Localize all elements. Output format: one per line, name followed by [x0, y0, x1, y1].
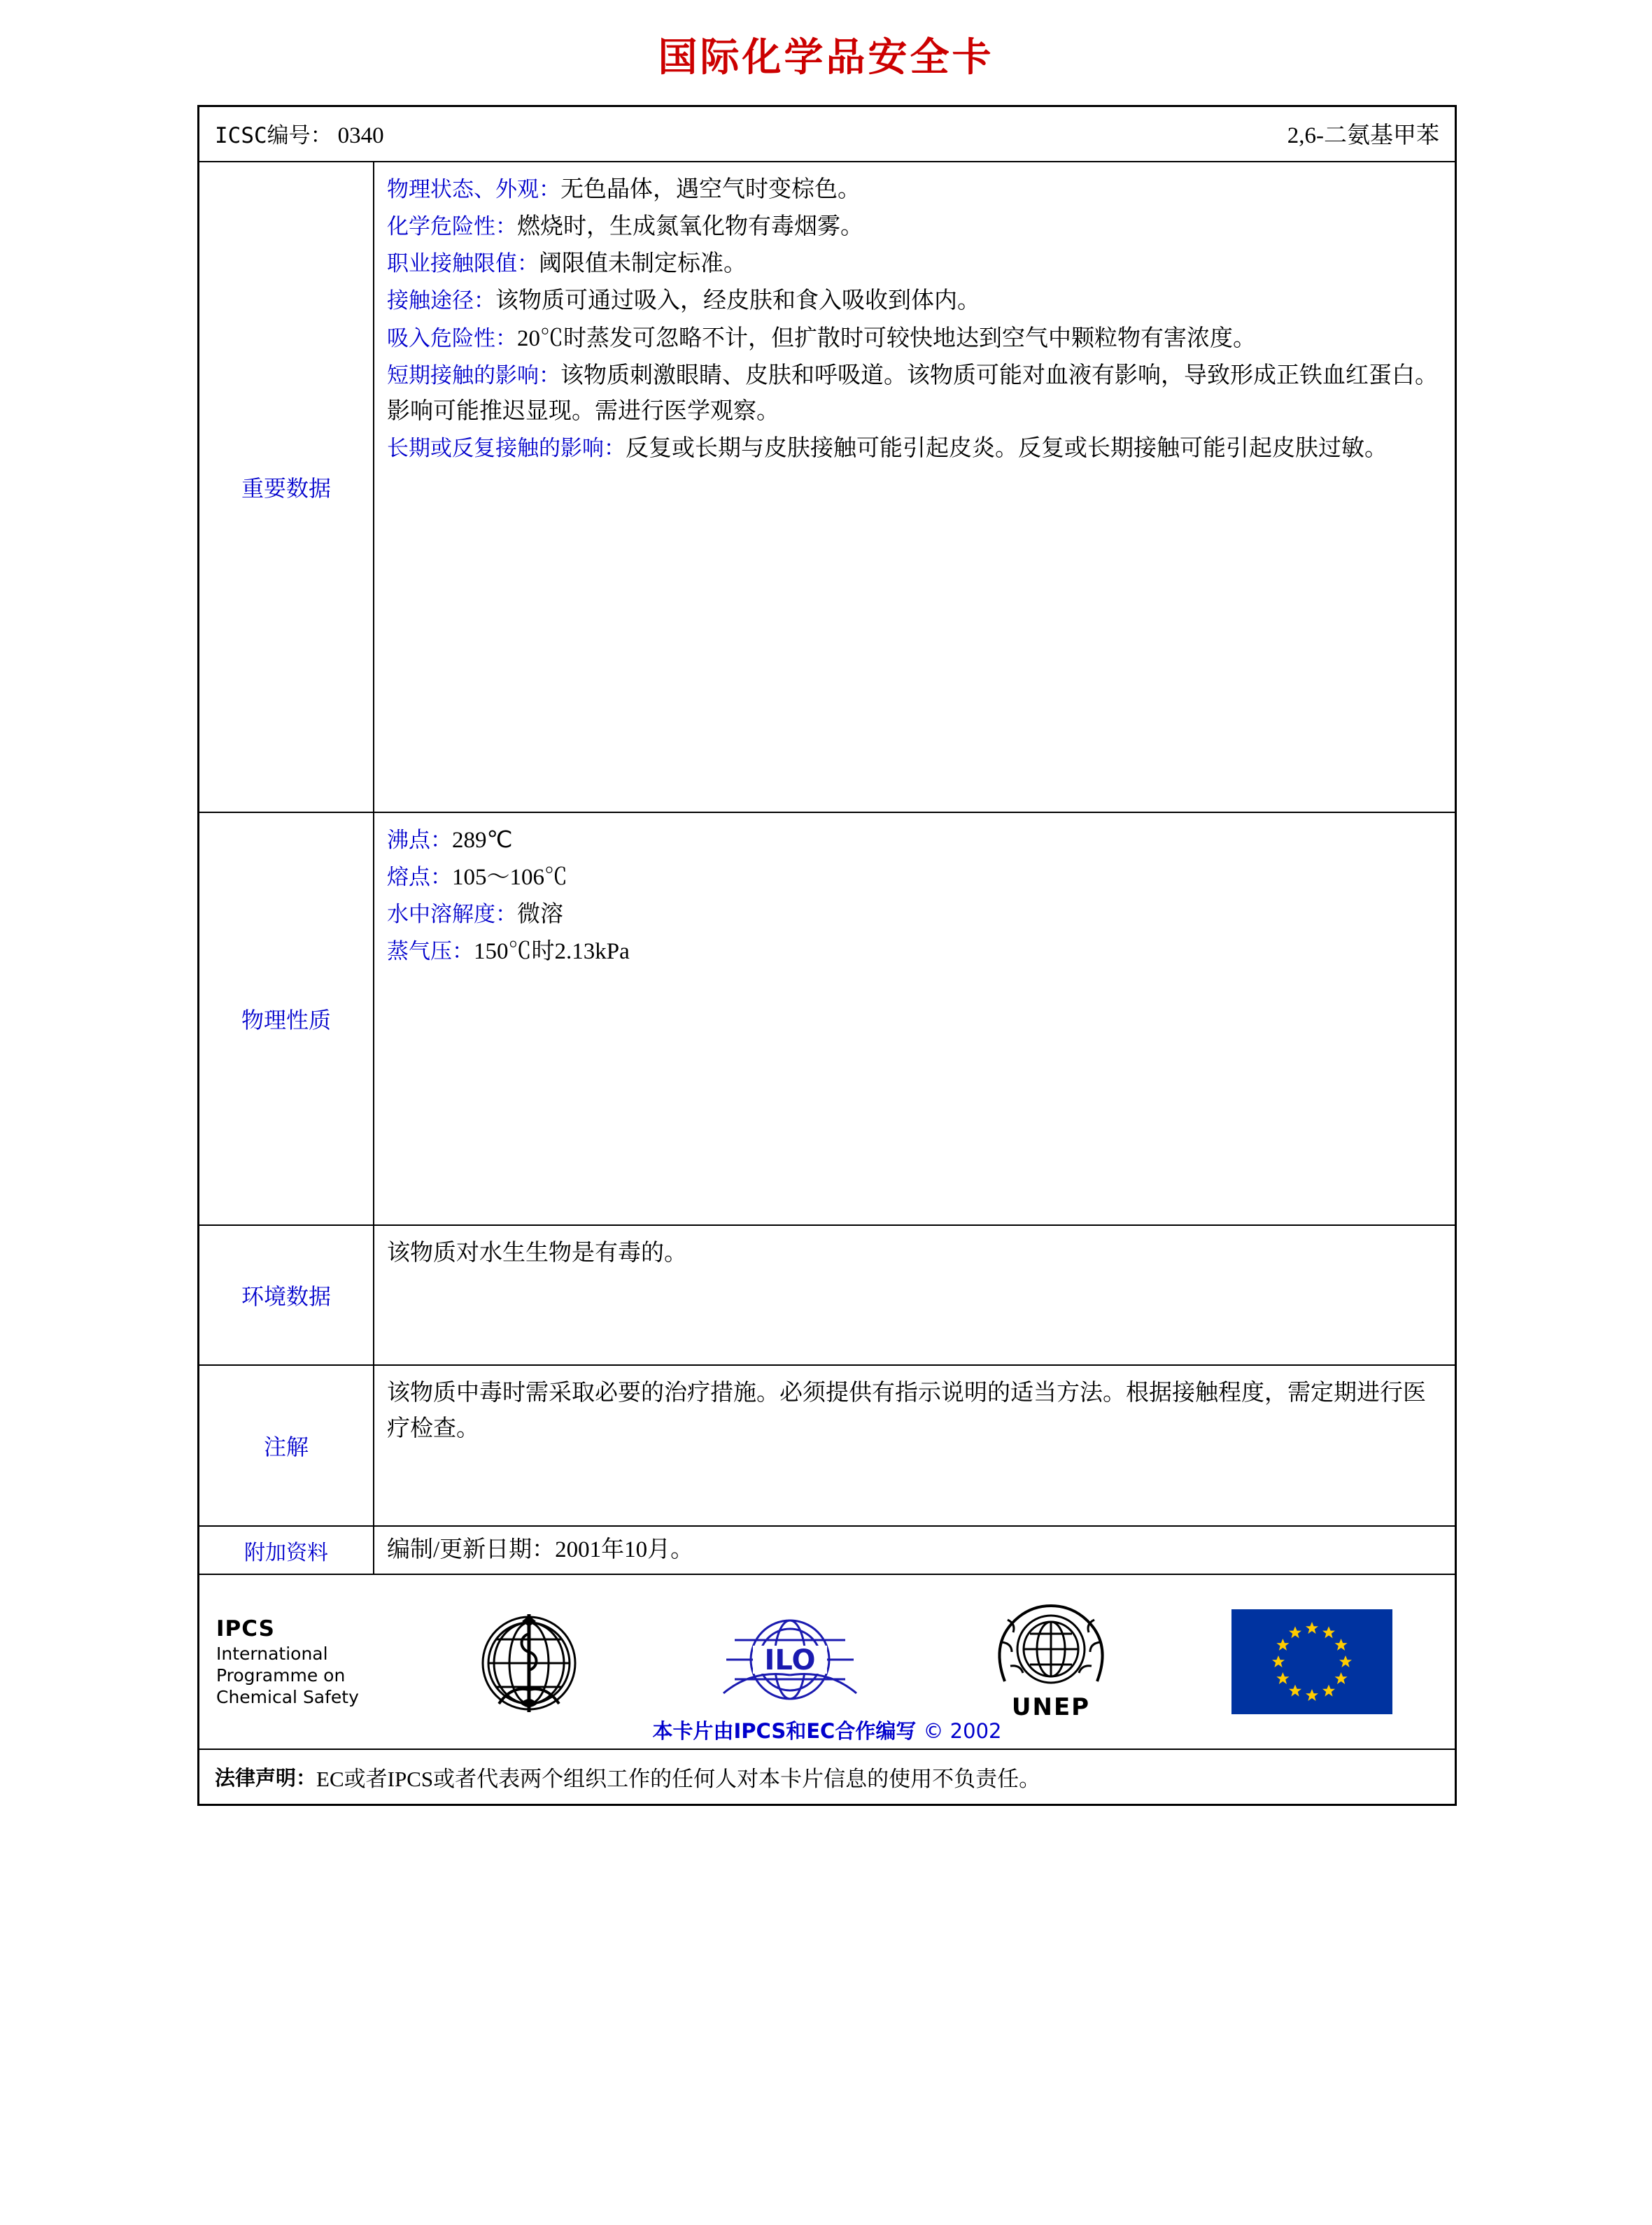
field-value: 20℃时蒸发可忽略不计，但扩散时可较快地达到空气中颗粒物有害浓度。: [517, 325, 1256, 351]
field-value: 150℃时2.13kPa: [474, 939, 630, 965]
ipcs-line-3: Chemical Safety: [216, 1687, 359, 1708]
unep-logo: [974, 1599, 1128, 1725]
page-title: 国际化学品安全卡: [658, 35, 994, 80]
unep-wordmark: UNEP: [1011, 1693, 1090, 1722]
field-value: 反复或长期与皮肤接触可能引起皮炎。反复或长期接触可能引起皮肤过敏。: [626, 435, 1388, 461]
field-value: 105～106℃: [452, 865, 567, 891]
icsc-number-block: [215, 118, 384, 149]
field-value: 该物质可通过吸入，经皮肤和食入吸收到体内。: [495, 288, 980, 314]
credit-line: [199, 1716, 1455, 1744]
section-environmental-data: [199, 1226, 1455, 1366]
section-label-additional: 附加资料: [199, 1527, 374, 1574]
field-value: 微溶: [517, 902, 563, 928]
field-physical-state: [387, 172, 1441, 208]
field-key: 接触途径：: [387, 288, 495, 314]
section-label-important: 重要数据: [199, 162, 374, 812]
legal-text: EC或者IPCS或者代表两个组织工作的任何人对本卡片信息的使用不负责任。: [316, 1767, 1041, 1792]
additional-text: 编制/更新日期：2001年10月。: [387, 1537, 694, 1562]
field-value: 阈限值未制定标准。: [539, 251, 747, 277]
field-key: 化学危险性：: [387, 214, 517, 240]
field-key: 熔点：: [387, 865, 452, 891]
credit-copyright: © 2002: [923, 1719, 1002, 1744]
field-inhalation-risk: [387, 321, 1441, 357]
field-value: 289℃: [452, 828, 513, 853]
section-additional-info: [199, 1527, 1455, 1575]
section-body-additional: [374, 1527, 1455, 1574]
field-key: 蒸气压：: [387, 939, 474, 965]
section-body-important: [374, 162, 1455, 812]
legal-notice: [199, 1750, 1455, 1804]
field-chemical-danger: [387, 209, 1441, 245]
section-label-notes: 注解: [199, 1366, 374, 1525]
icsc-card: [197, 105, 1457, 1806]
section-label-environment: 环境数据: [199, 1226, 374, 1364]
ilo-wordmark: ILO: [764, 1644, 815, 1677]
eu-flag: [1231, 1609, 1392, 1714]
ilo-logo: [709, 1609, 870, 1714]
icsc-number-value: 0340: [337, 123, 384, 148]
section-physical-properties: [199, 813, 1455, 1226]
field-melting-point: [387, 860, 1441, 896]
section-body-environment: [374, 1226, 1455, 1364]
field-vapour-pressure: [387, 934, 1441, 970]
field-routes-of-exposure: [387, 283, 1441, 319]
field-key: 职业接触限值：: [387, 251, 539, 277]
field-key: 短期接触的影响：: [387, 362, 560, 388]
field-key: 吸入危险性：: [387, 325, 517, 351]
field-value: 该物质刺激眼睛、皮肤和呼吸道。该物质可能对血液有影响，导致形成正铁血红蛋白。影响可能推迟显现。需进行医学观察。: [387, 362, 1438, 424]
field-key: 长期或反复接触的影响：: [387, 435, 626, 461]
field-exposure-limit: [387, 246, 1441, 282]
section-important-data: [199, 162, 1455, 813]
section-body-physical: [374, 813, 1455, 1224]
icsc-number-label: ICSC编号：: [215, 123, 332, 148]
substance-name: 2,6-二氨基甲苯: [1287, 123, 1439, 148]
field-water-solubility: [387, 897, 1441, 933]
field-key: 沸点：: [387, 828, 452, 853]
field-boiling-point: [387, 823, 1441, 859]
environment-text: 该物质对水生生物是有毒的。: [387, 1241, 687, 1266]
section-label-physical: 物理性质: [199, 813, 374, 1224]
who-logo: [463, 1599, 595, 1725]
field-value: 无色晶体，遇空气时变棕色。: [560, 177, 861, 202]
card-header: [199, 107, 1455, 162]
credit-text: 本卡片由IPCS和EC合作编写: [652, 1719, 917, 1744]
legal-label: 法律声明：: [215, 1766, 317, 1790]
field-key: 水中溶解度：: [387, 902, 517, 928]
field-key: 物理状态、外观：: [387, 177, 560, 202]
ipcs-text-block: [212, 1616, 398, 1709]
notes-text: 该物质中毒时需采取必要的治疗措施。必须提供有指示说明的适当方法。根据接触程度，需定期进行医疗检查。: [387, 1380, 1426, 1442]
field-short-term-effects: [387, 358, 1441, 430]
section-body-notes: [374, 1366, 1455, 1525]
footer-logos-row: [199, 1575, 1455, 1750]
field-long-term-effects: [387, 431, 1441, 467]
ipcs-abbreviation: IPCS: [216, 1616, 275, 1641]
ipcs-line-1: International: [216, 1643, 328, 1664]
ipcs-line-2: Programme on: [216, 1665, 346, 1686]
field-value: 燃烧时，生成氮氧化物有毒烟雾。: [517, 214, 863, 240]
section-notes: [199, 1366, 1455, 1527]
